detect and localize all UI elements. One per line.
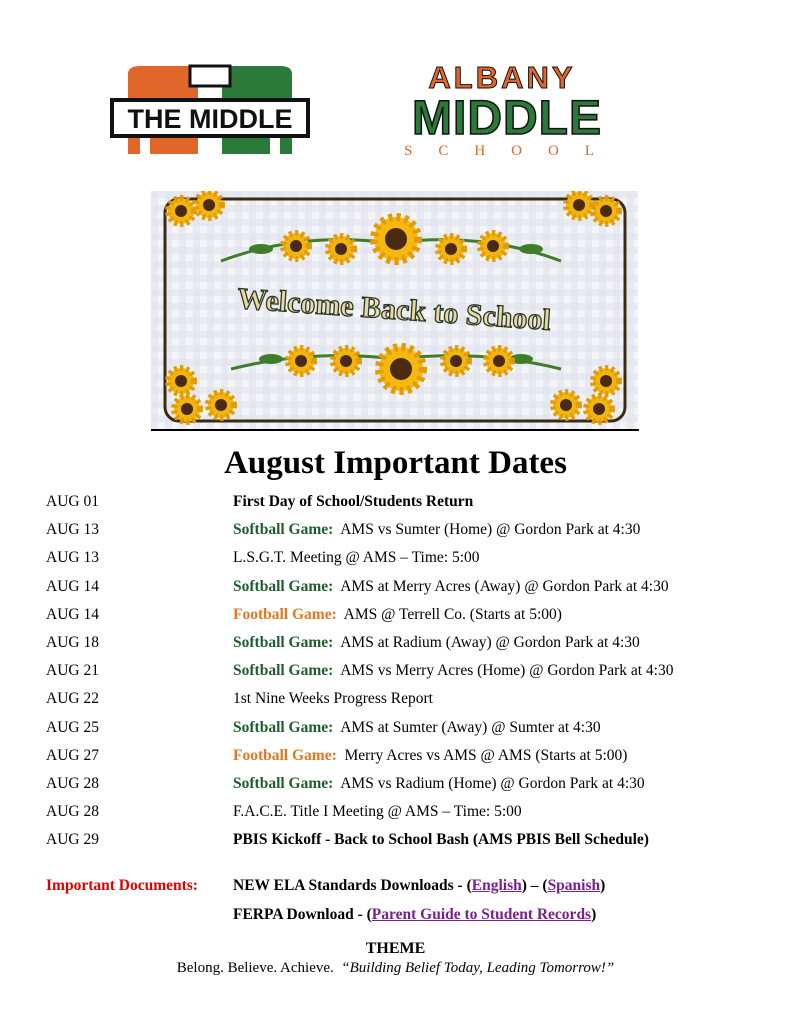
logo-middle-text: THE MIDDLE xyxy=(127,104,293,134)
ferpa-suffix: ) xyxy=(591,906,597,923)
event-row xyxy=(46,629,766,657)
event-text: AMS at Merry Acres (Away) @ Gordon Park at 4:30 xyxy=(340,577,669,595)
sunflower-corner-br3 xyxy=(553,392,579,418)
event-date: AUG 21 xyxy=(46,662,99,680)
middle-word: MIDDLE xyxy=(412,92,602,145)
event-description xyxy=(233,714,601,742)
sunflower-corner-bl3 xyxy=(208,392,234,418)
event-text: AMS vs Merry Acres (Home) @ Gordon Park at 4:30 xyxy=(340,662,674,680)
theme-motto xyxy=(0,960,791,977)
sunflower-corner-tr xyxy=(593,198,619,224)
event-date: AUG 22 xyxy=(46,690,99,708)
event-description xyxy=(233,573,669,601)
event-text: AMS at Sumter (Away) @ Sumter at 4:30 xyxy=(340,718,601,736)
event-text: L.S.G.T. Meeting @ AMS – Time: 5:00 xyxy=(233,549,480,567)
event-text: 1st Nine Weeks Progress Report xyxy=(233,690,433,708)
event-text: AMS vs Radium (Home) @ Gordon Park at 4:30 xyxy=(340,774,645,792)
softball-game-label: Softball Game: xyxy=(233,521,334,539)
football-game-label: Football Game: xyxy=(233,746,337,764)
event-row xyxy=(46,742,766,770)
leaf-2 xyxy=(519,244,543,254)
ela-suffix: ) xyxy=(600,877,606,894)
event-row xyxy=(46,488,766,516)
sunflower-corner-br xyxy=(593,368,619,394)
event-date: AUG 28 xyxy=(46,774,99,792)
softball-game-label: Softball Game: xyxy=(233,718,334,736)
sunflower-1 xyxy=(283,233,309,259)
event-date: AUG 14 xyxy=(46,577,99,595)
header-logos xyxy=(110,60,670,160)
event-description xyxy=(233,742,627,770)
the-middle-logo xyxy=(110,64,310,156)
welcome-banner xyxy=(151,191,638,429)
sunflower-corner-tr2 xyxy=(566,192,592,218)
sunflower-8 xyxy=(486,348,512,374)
event-text: AMS @ Terrell Co. (Starts at 5:00) xyxy=(343,605,562,623)
event-description xyxy=(233,516,640,544)
event-text: First Day of School/Students Return xyxy=(233,493,474,510)
event-description xyxy=(233,826,649,854)
parent-guide-link[interactable]: Parent Guide to Student Records xyxy=(371,906,592,923)
event-row xyxy=(46,573,766,601)
sunflower-corner-bl2 xyxy=(174,396,200,422)
ferpa-download-line xyxy=(233,901,596,929)
event-description xyxy=(233,488,473,516)
leaf-1 xyxy=(249,244,273,254)
event-row xyxy=(46,798,766,826)
event-description xyxy=(233,629,640,657)
event-date: AUG 13 xyxy=(46,549,99,567)
banner-text: Welcome Back to School xyxy=(236,282,552,337)
softball-game-label: Softball Game: xyxy=(233,662,334,680)
event-description xyxy=(233,601,562,629)
softball-game-label: Softball Game: xyxy=(233,633,334,651)
sunflower-center-top xyxy=(374,217,418,261)
banner-underline xyxy=(151,429,639,431)
event-date: AUG 18 xyxy=(46,633,99,651)
motto-text: Belong. Believe. Achieve. xyxy=(176,960,334,976)
event-text: F.A.C.E. Title I Meeting @ AMS – Time: 5:00 xyxy=(233,803,522,821)
event-row xyxy=(46,714,766,742)
sunflower-corner-bl xyxy=(168,368,194,394)
sunflower-5 xyxy=(288,348,314,374)
event-date: AUG 29 xyxy=(46,831,99,849)
event-text: AMS at Radium (Away) @ Gordon Park at 4:30 xyxy=(340,633,640,651)
softball-game-label: Softball Game: xyxy=(233,577,334,595)
sunflower-center-bottom xyxy=(379,347,423,391)
event-date: AUG 25 xyxy=(46,718,99,736)
event-date: AUG 13 xyxy=(46,521,99,539)
event-date: AUG 01 xyxy=(46,493,99,510)
sunflower-corner-tl xyxy=(168,198,194,224)
events-list xyxy=(46,488,766,854)
event-row xyxy=(46,657,766,685)
sunflower-corner-br2 xyxy=(586,396,612,422)
spanish-link[interactable]: Spanish xyxy=(547,877,601,894)
event-text: PBIS Kickoff - Back to School Bash (AMS PBIS Bell Schedule) xyxy=(233,831,649,849)
event-date: AUG 28 xyxy=(46,803,99,821)
motto-quote: “Building Belief Today, Leading Tomorrow!” xyxy=(341,960,615,976)
sunflower-4 xyxy=(480,233,506,259)
event-row xyxy=(46,544,766,572)
ferpa-prefix: FERPA Download - ( xyxy=(233,906,372,923)
event-row xyxy=(46,685,766,713)
albany-middle-school-logo xyxy=(352,60,672,160)
ela-downloads-line xyxy=(233,872,605,900)
event-description xyxy=(233,770,645,798)
event-row xyxy=(46,601,766,629)
logo-white-bar xyxy=(190,66,230,86)
school-word: SCHOOL xyxy=(403,143,621,159)
theme-heading: THEME xyxy=(365,940,426,957)
event-row xyxy=(46,826,766,854)
event-date: AUG 27 xyxy=(46,746,99,764)
english-link[interactable]: English xyxy=(471,877,522,894)
football-game-label: Football Game: xyxy=(233,605,337,623)
sunflower-2 xyxy=(328,236,354,262)
sunflower-6 xyxy=(333,348,359,374)
event-description xyxy=(233,544,480,572)
event-row xyxy=(46,770,766,798)
event-date: AUG 14 xyxy=(46,605,99,623)
leaf-3 xyxy=(259,354,283,364)
softball-game-label: Softball Game: xyxy=(233,774,334,792)
page-title: August Important Dates xyxy=(224,445,567,481)
event-description xyxy=(233,798,522,826)
event-description xyxy=(233,685,433,713)
event-text: Merry Acres vs AMS @ AMS (Starts at 5:00) xyxy=(344,746,628,764)
albany-word: ALBANY xyxy=(428,60,576,95)
sunflower-banner-art xyxy=(151,191,638,429)
event-row xyxy=(46,516,766,544)
sunflower-7 xyxy=(443,348,469,374)
ela-middle: ) – ( xyxy=(521,877,548,894)
ela-prefix: NEW ELA Standards Downloads - ( xyxy=(233,877,472,894)
sunflower-corner-tl2 xyxy=(196,192,222,218)
sunflower-3 xyxy=(438,236,464,262)
event-text: AMS vs Sumter (Home) @ Gordon Park at 4:30 xyxy=(340,521,641,539)
event-description xyxy=(233,657,673,685)
documents-label: Important Documents: xyxy=(46,877,198,894)
